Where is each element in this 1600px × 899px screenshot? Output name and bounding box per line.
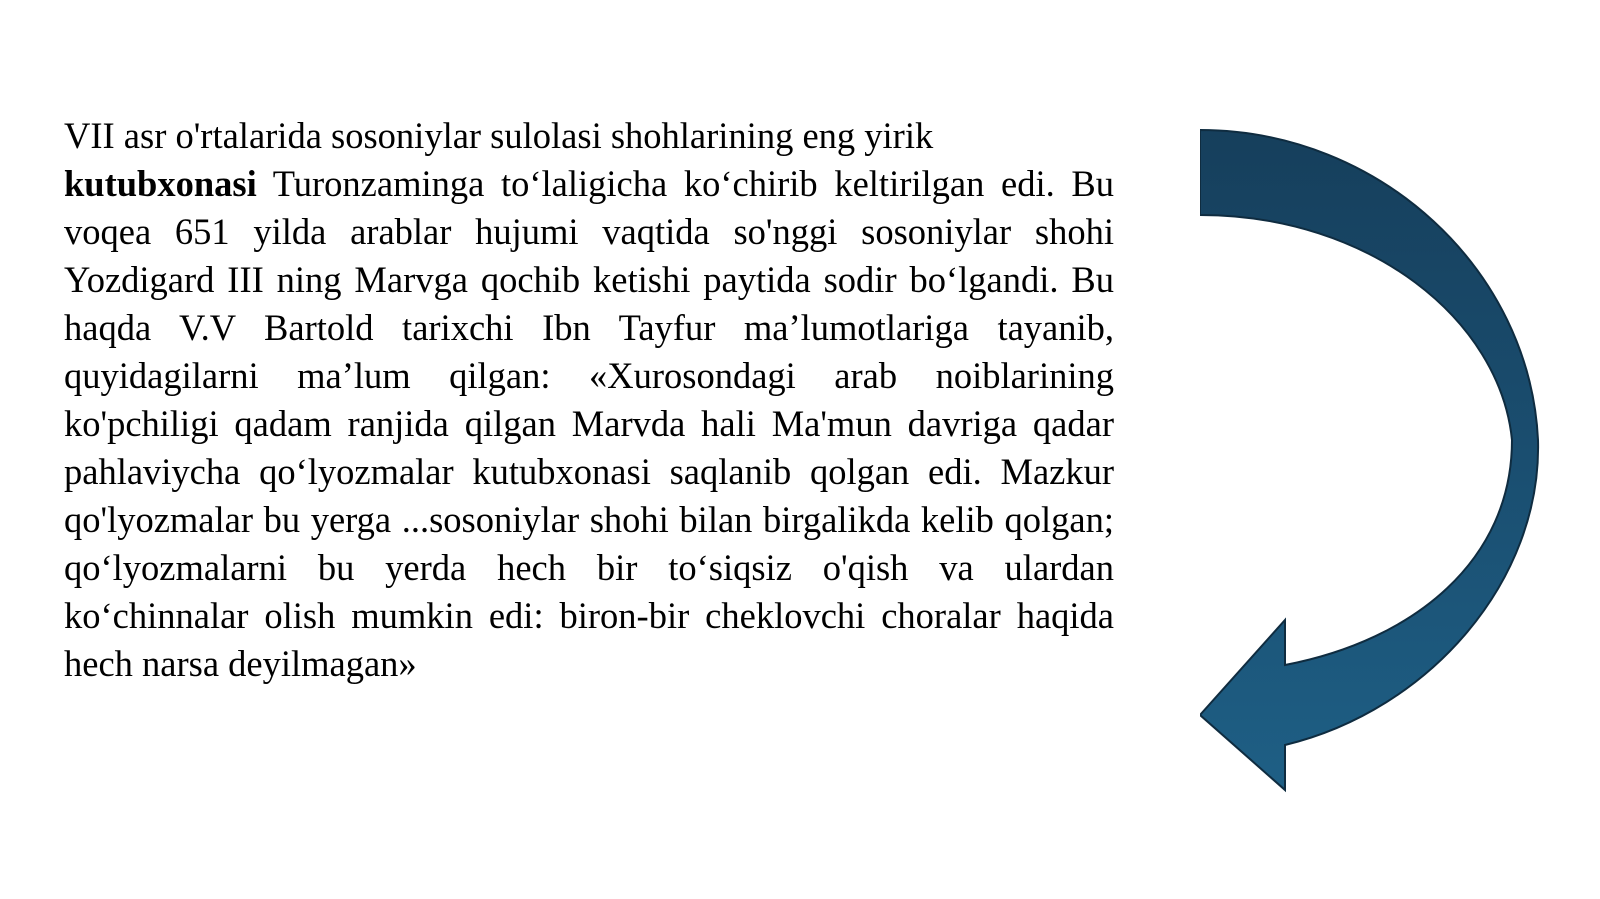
arrow-body bbox=[1200, 130, 1538, 790]
paragraph-lead: VII asr o'rtalarida sosoniylar sulolasi shohlarining eng yirik bbox=[64, 115, 934, 156]
curved-arrow-left-icon bbox=[1200, 120, 1560, 820]
body-paragraph bbox=[64, 112, 1114, 688]
paragraph-rest: Turonzaminga to‘laligicha ko‘chirib keltirilgan edi. Bu voqea 651 yilda arablar hujumi vaqtida so'nggi sosoniylar shohi Yozdigard III ning Marvga qochib ketishi paytida sodir bo‘lgandi. Bu haqda V.V Bartold tarixchi Ibn Tayfur ma’lumotlariga tayanib, quyidagilarni ma’lum qilgan: «Xurosondagi arab noiblarining ko'pchiligi qadam ranjida qilgan Marvda hali Ma'mun davriga qadar pahlaviycha qo‘lyozmalar kutubxonasi saqlanib qolgan edi. Mazkur qo'lyozmalar bu yerga ...sosoniylar shohi bilan birgalikda kelib qolgan; qo‘lyozmalarni bu yerda hech bir to‘siqsiz o'qish va ulardan ko‘chinnalar olish mumkin edi: biron-bir cheklovchi choralar haqida hech narsa deyilmagan» bbox=[64, 163, 1114, 684]
bold-term: kutubxonasi bbox=[64, 163, 257, 204]
